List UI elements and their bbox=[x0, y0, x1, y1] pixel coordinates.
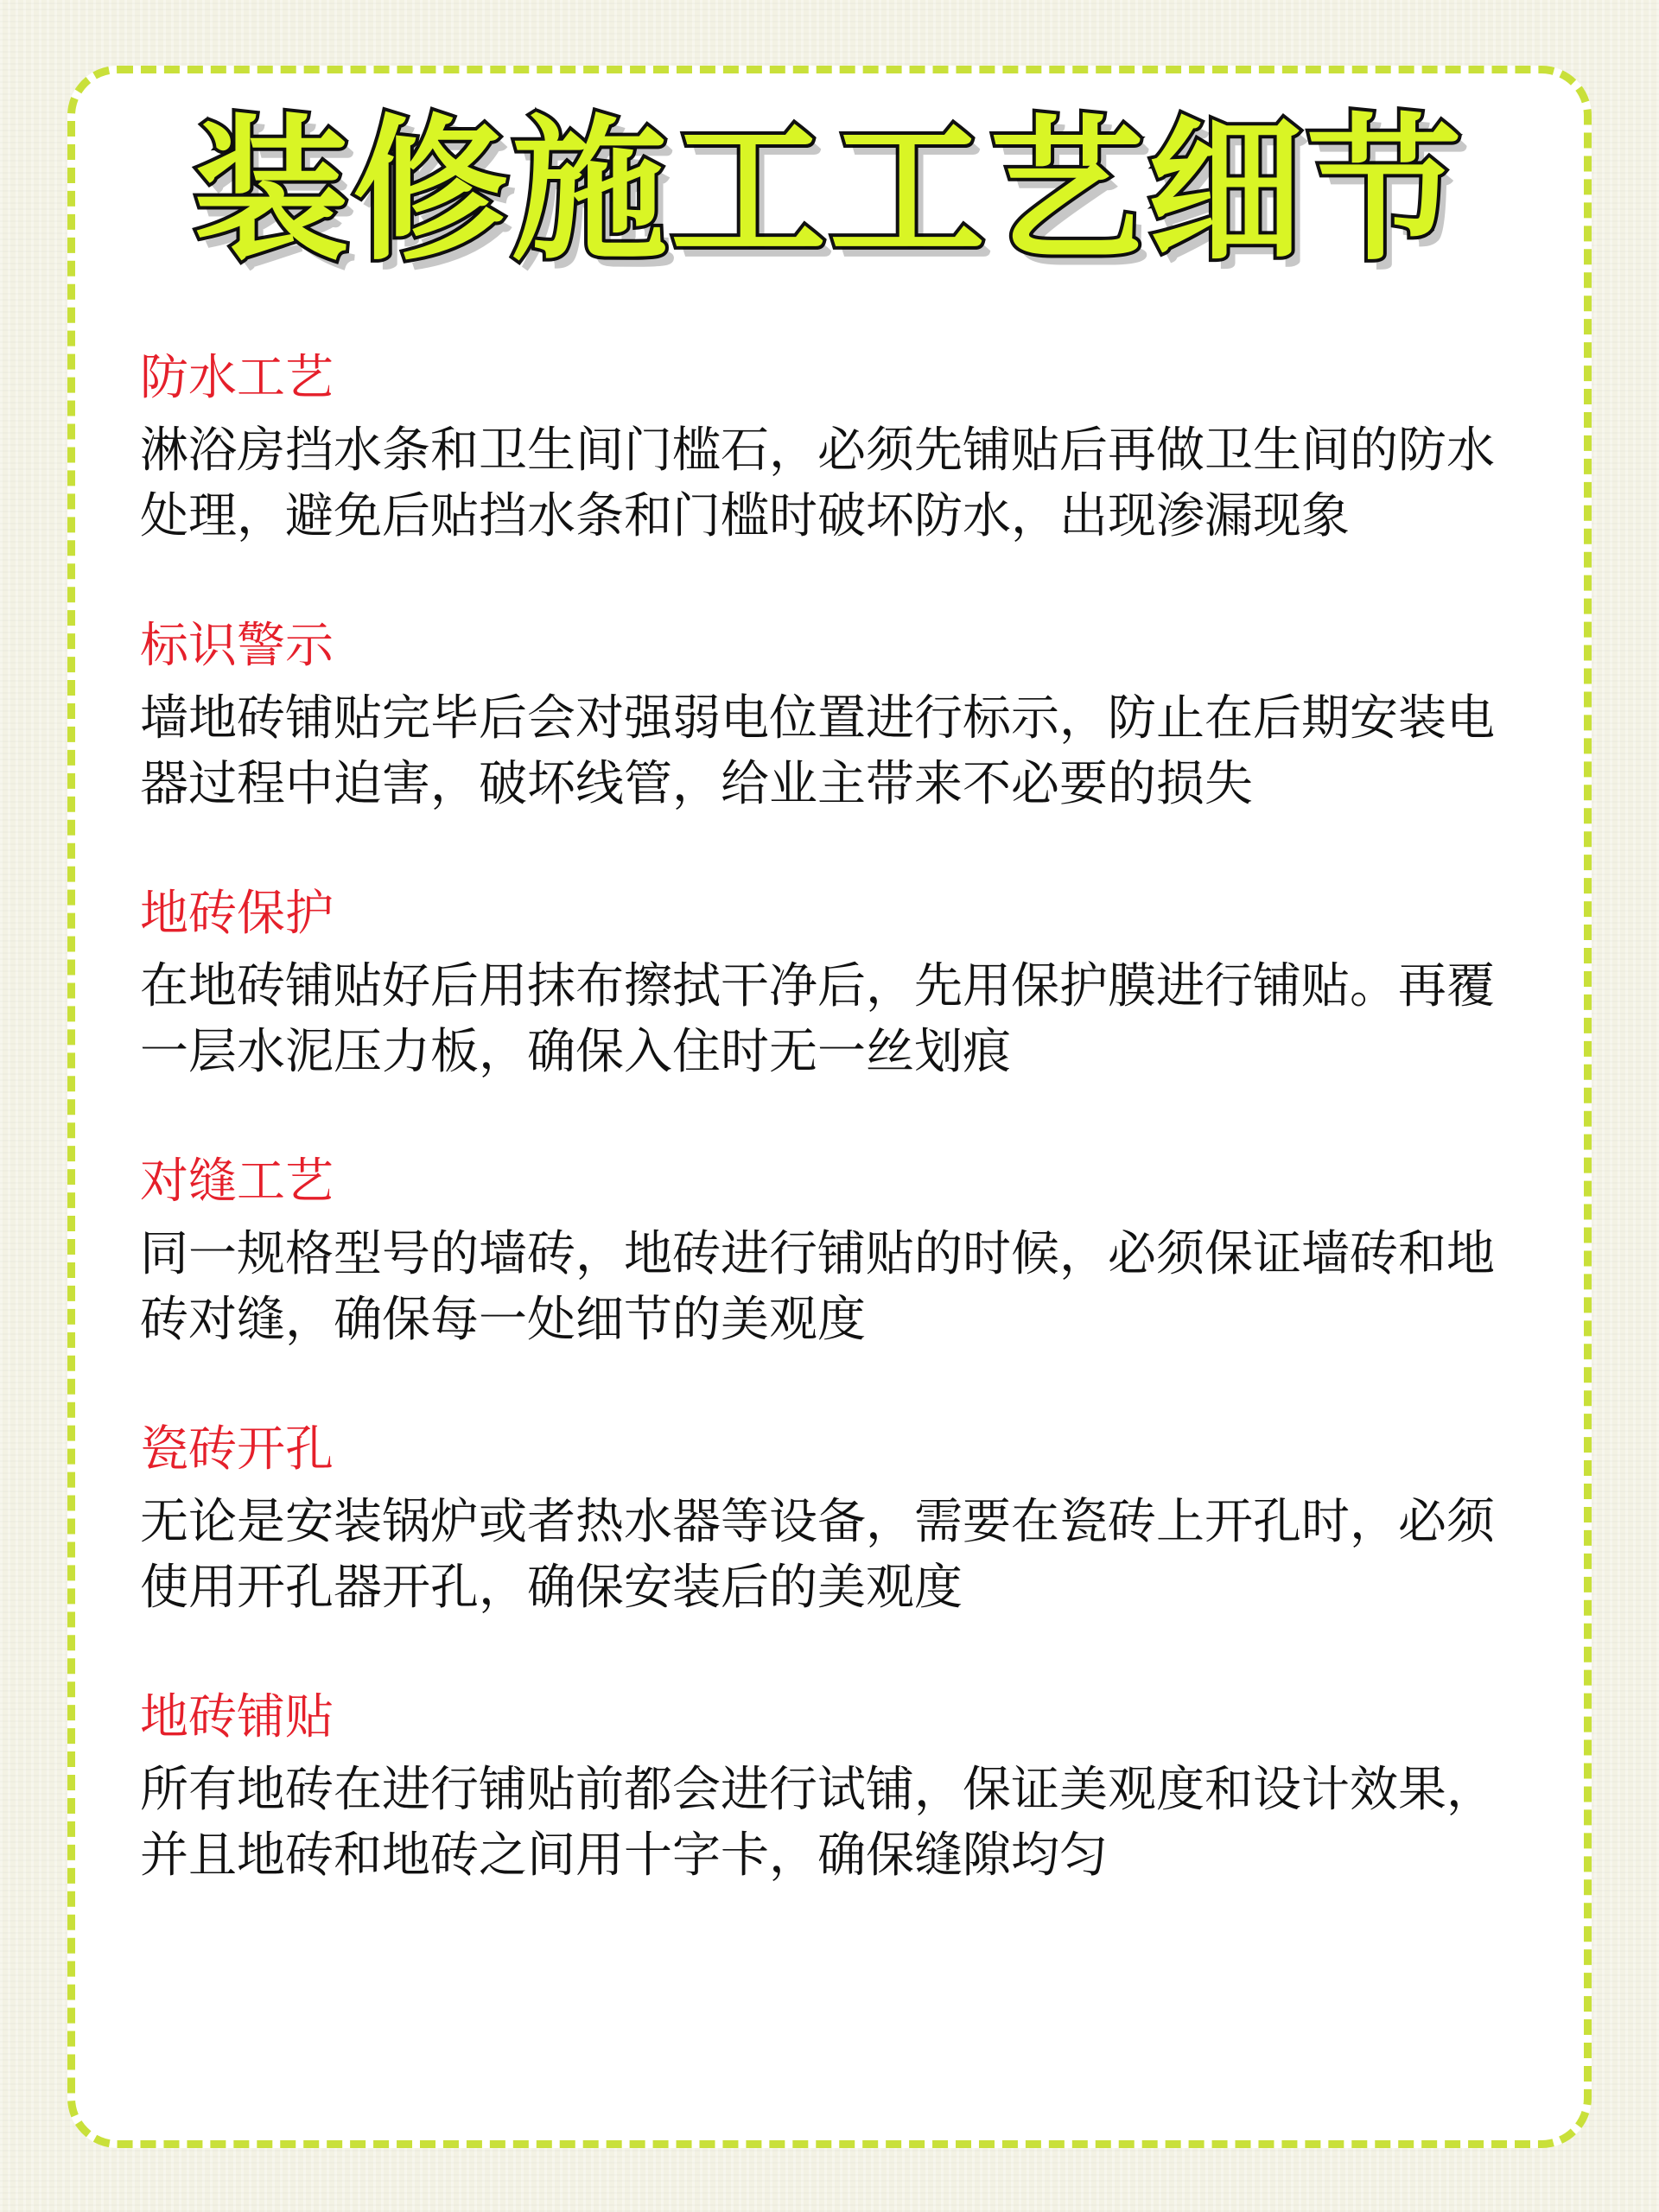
section-body: 在地砖铺贴好后用抹布擦拭干净后，先用保护膜进行铺贴。再覆一层水泥压力板，确保入住时无一丝划痕 bbox=[140, 958, 1495, 1080]
section-floor-tile-protection bbox=[140, 880, 1522, 1085]
section-seam-alignment bbox=[140, 1147, 1522, 1353]
section-body: 无论是安装锅炉或者热水器等设备，需要在瓷砖上开孔时，必须使用开孔器开孔，确保安装后的美观度 bbox=[140, 1494, 1495, 1616]
section-waterproofing bbox=[140, 344, 1522, 550]
section-heading: 地砖保护 bbox=[140, 886, 334, 942]
page-title: 装修施工工艺细节 bbox=[193, 101, 1465, 282]
section-heading: 瓷砖开孔 bbox=[140, 1421, 334, 1478]
section-warning-marks bbox=[140, 612, 1522, 817]
section-heading: 对缝工艺 bbox=[140, 1154, 334, 1210]
section-body: 墙地砖铺贴完毕后会对强弱电位置进行标示，防止在后期安装电器过程中迫害，破坏线管，给业主带来不必要的损失 bbox=[140, 690, 1495, 812]
section-list bbox=[140, 344, 1522, 1951]
section-heading: 地砖铺贴 bbox=[140, 1689, 334, 1745]
section-tile-drilling bbox=[140, 1415, 1522, 1621]
section-body: 淋浴房挡水条和卫生间门槛石，必须先铺贴后再做卫生间的防水处理，避免后贴挡水条和门槛时破坏防水，出现渗漏现象 bbox=[140, 423, 1495, 544]
section-heading: 防水工艺 bbox=[140, 350, 334, 406]
section-body: 所有地砖在进行铺贴前都会进行试铺，保证美观度和设计效果，并且地砖和地砖之间用十字卡，确保缝隙均匀 bbox=[140, 1762, 1495, 1884]
section-body: 同一规格型号的墙砖，地砖进行铺贴的时候，必须保证墙砖和地砖对缝，确保每一处细节的美观度 bbox=[140, 1226, 1495, 1348]
section-floor-tile-laying bbox=[140, 1683, 1522, 1889]
section-heading: 标识警示 bbox=[140, 618, 334, 674]
